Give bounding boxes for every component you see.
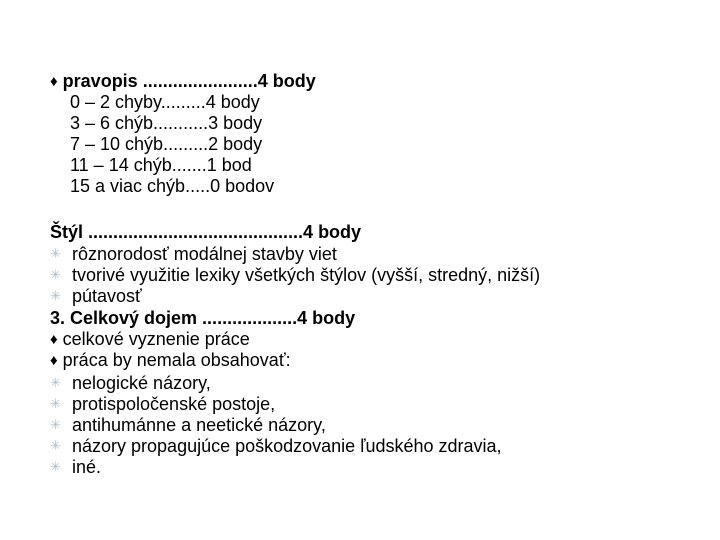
pravopis-item: 3 – 6 chýb...........3 body: [70, 113, 263, 133]
diamond-icon: ♦: [50, 73, 58, 90]
slide: [18, 18, 702, 522]
snowflake-bullet-icon: ✳: [50, 267, 61, 282]
dojem-item: ✳ názory propagujúce poškodzovanie ľudského zdravia,: [50, 436, 502, 456]
dojem-item: ✳ protispoločenské postoje,: [50, 394, 276, 414]
section-pravopis-title: [50, 71, 316, 92]
dojem-item: ✳ nelogické názory,: [50, 373, 211, 393]
styl-item: ✳ tvorivé využitie lexiky všetkých štýlov (vyšší, stredný, nižší): [50, 265, 541, 285]
snowflake-bullet-icon: ✳: [50, 438, 61, 453]
styl-item: ✳ rôznorodosť modálnej stavby viet: [50, 244, 337, 264]
snowflake-bullet-icon: ✳: [50, 396, 61, 411]
snowflake-bullet-icon: ✳: [50, 459, 61, 474]
styl-item: ✳ pútavosť: [50, 286, 142, 306]
pravopis-item: 7 – 10 chýb.........2 body: [70, 134, 263, 154]
celkovy-dojem-heading: 3. Celkový dojem ...................4 body: [50, 308, 356, 328]
snowflake-bullet-icon: ✳: [50, 375, 61, 390]
snowflake-bullet-icon: ✳: [50, 417, 61, 432]
snowflake-bullet-icon: ✳: [50, 246, 61, 261]
dojem-diamond-item: ♦ celkové vyznenie práce: [50, 329, 250, 349]
dojem-item: ✳ iné.: [50, 457, 102, 477]
diamond-icon: ♦: [50, 352, 58, 369]
pravopis-item: 11 – 14 chýb.......1 bod: [70, 155, 252, 175]
pravopis-item: 0 – 2 chyby.........4 body: [70, 92, 260, 112]
pravopis-item: 15 a viac chýb.....0 bodov: [70, 176, 275, 196]
snowflake-bullet-icon: ✳: [50, 288, 61, 303]
diamond-icon: ♦: [50, 331, 58, 348]
dojem-item: ✳ antihumánne a neetické názory,: [50, 415, 326, 435]
pravopis-heading: pravopis .......................4 body: [62, 71, 316, 91]
dojem-diamond-item: ♦ práca by nemala obsahovať:: [50, 350, 291, 370]
styl-heading: Štýl ...........................................4 body: [50, 222, 362, 242]
